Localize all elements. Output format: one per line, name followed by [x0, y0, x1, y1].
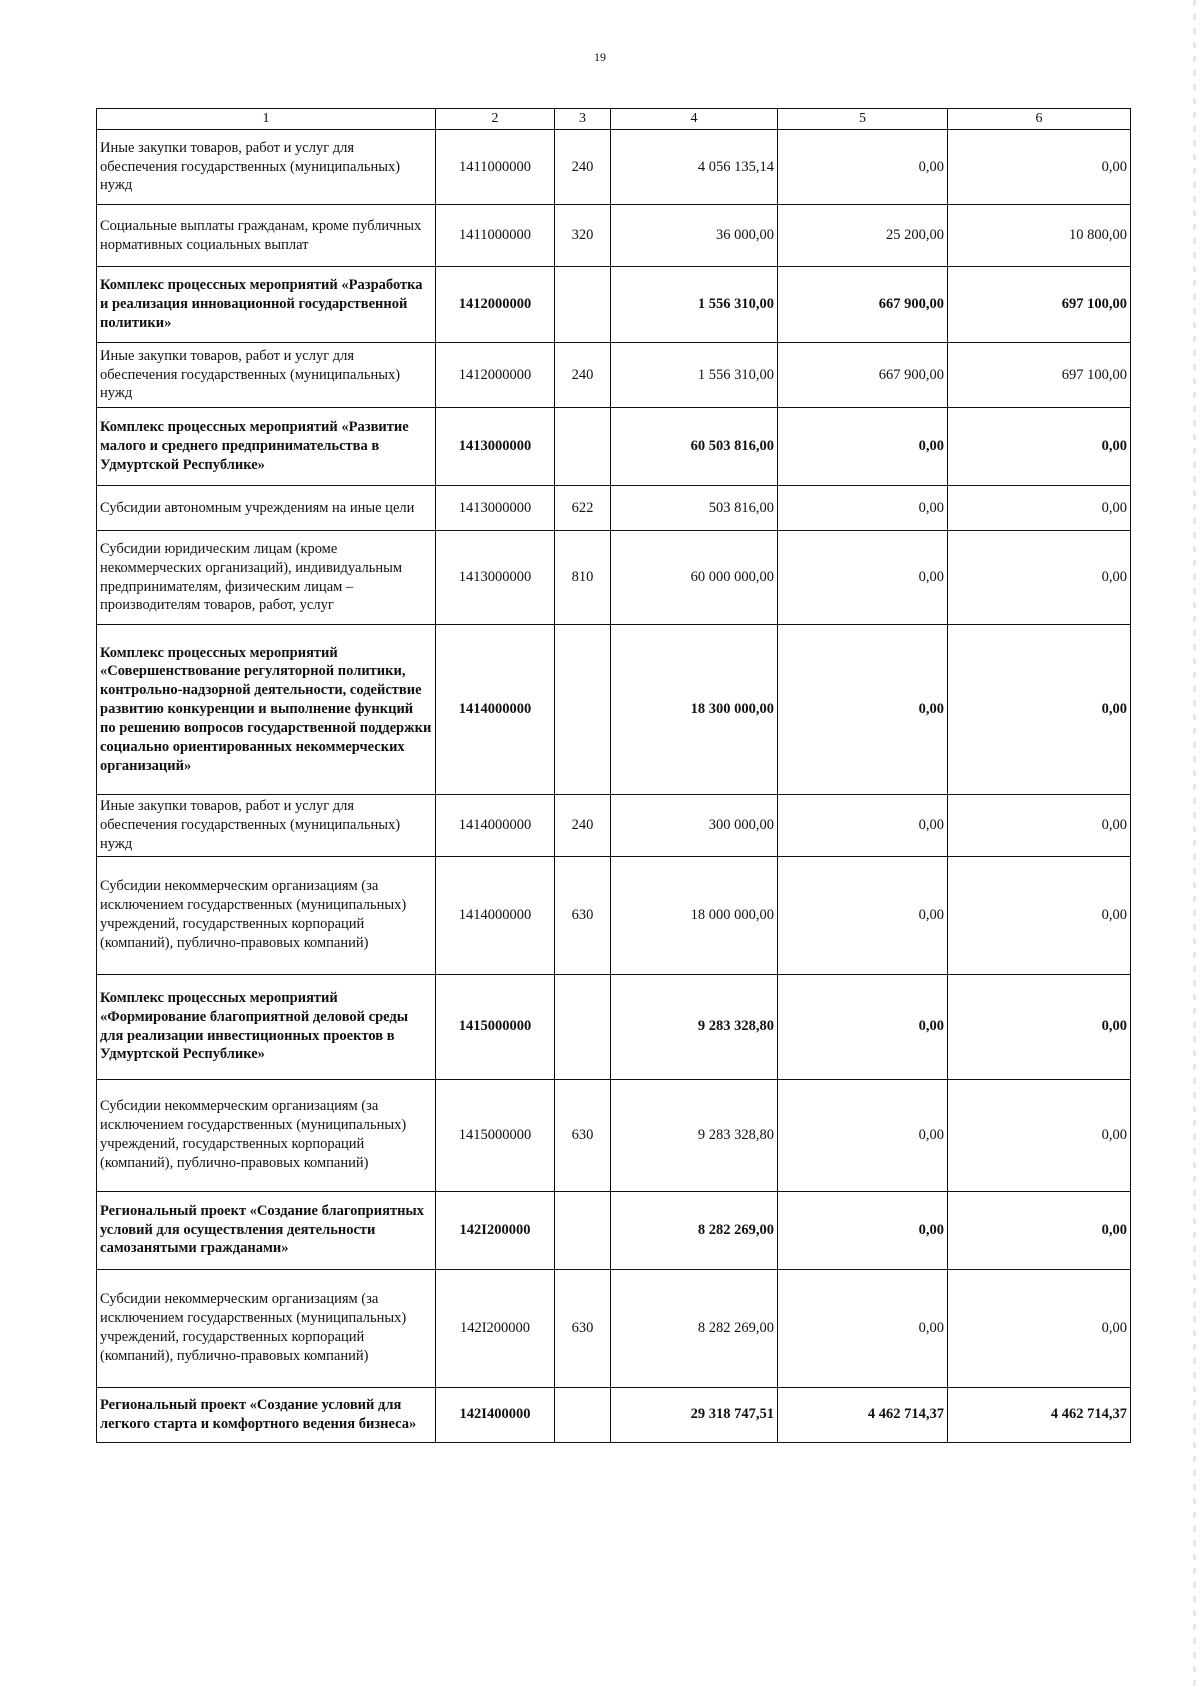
row-expense-type-cell: 240: [555, 130, 611, 205]
row-expense-type-cell: 630: [555, 856, 611, 974]
row-value-col5-cell: 0,00: [778, 1079, 948, 1191]
row-code-cell: 1414000000: [436, 856, 555, 974]
row-code-cell: 1412000000: [436, 343, 555, 408]
header-col-1: 1: [97, 109, 436, 130]
row-value-col6-cell: 0,00: [948, 974, 1131, 1079]
table-row: [97, 130, 1131, 205]
row-value-col4-cell: 1 556 310,00: [611, 343, 778, 408]
budget-table: [96, 108, 1131, 1443]
row-value-col4-cell: 503 816,00: [611, 486, 778, 531]
table-row: [97, 267, 1131, 343]
row-name-cell: Комплекс процессных мероприятий «Разработка и реализация инновационной государственной политики»: [97, 267, 436, 343]
row-expense-type-cell: [555, 1191, 611, 1269]
row-value-col6-cell: 0,00: [948, 795, 1131, 857]
row-value-col4-cell: 8 282 269,00: [611, 1269, 778, 1387]
row-expense-type-cell: 630: [555, 1269, 611, 1387]
table-row: [97, 974, 1131, 1079]
table-row: [97, 1079, 1131, 1191]
row-value-col6-cell: 4 462 714,37: [948, 1387, 1131, 1442]
row-value-col5-cell: 0,00: [778, 408, 948, 486]
row-name-cell: Субсидии некоммерческим организациям (за исключением государственных (муниципальных) учреждений, государственных корпораций (компаний), публично-правовых компаний): [97, 1079, 436, 1191]
page-number: 19: [594, 50, 606, 64]
row-value-col6-cell: 0,00: [948, 1079, 1131, 1191]
row-name-cell: Иные закупки товаров, работ и услуг для обеспечения государственных (муниципальных) нужд: [97, 795, 436, 857]
table-row: [97, 343, 1131, 408]
row-name-cell: Региональный проект «Создание условий для легкого старта и комфортного ведения бизнеса»: [97, 1387, 436, 1442]
header-col-3: 3: [555, 109, 611, 130]
row-expense-type-cell: 810: [555, 531, 611, 625]
row-value-col4-cell: 300 000,00: [611, 795, 778, 857]
table-row: [97, 1269, 1131, 1387]
row-expense-type-cell: 240: [555, 795, 611, 857]
row-value-col5-cell: 0,00: [778, 486, 948, 531]
row-name-cell: Субсидии юридическим лицам (кроме некоммерческих организаций), индивидуальным предпринимателям, физическим лицам – производителям товаров, работ, услуг: [97, 531, 436, 625]
row-code-cell: 1411000000: [436, 205, 555, 267]
row-code-cell: 142I200000: [436, 1191, 555, 1269]
row-value-col6-cell: 0,00: [948, 130, 1131, 205]
row-name-cell: Комплекс процессных мероприятий «Совершенствование регуляторной политики, контрольно-надзорной деятельности, содействие развитию конкуренции и выполнение функций по решению вопросов государственной поддержки социально ориентированных некоммерческих организаций»: [97, 625, 436, 795]
table-row: [97, 795, 1131, 857]
row-code-cell: 1415000000: [436, 1079, 555, 1191]
row-expense-type-cell: [555, 625, 611, 795]
table-row: [97, 531, 1131, 625]
row-value-col5-cell: 667 900,00: [778, 343, 948, 408]
header-col-4: 4: [611, 109, 778, 130]
row-code-cell: 1414000000: [436, 795, 555, 857]
row-code-cell: 1413000000: [436, 408, 555, 486]
row-expense-type-cell: 622: [555, 486, 611, 531]
row-value-col4-cell: 60 503 816,00: [611, 408, 778, 486]
row-name-cell: Субсидии некоммерческим организациям (за исключением государственных (муниципальных) учреждений, государственных корпораций (компаний), публично-правовых компаний): [97, 1269, 436, 1387]
table-row: [97, 486, 1131, 531]
row-value-col5-cell: 0,00: [778, 130, 948, 205]
row-value-col4-cell: 8 282 269,00: [611, 1191, 778, 1269]
row-value-col4-cell: 18 300 000,00: [611, 625, 778, 795]
row-value-col4-cell: 18 000 000,00: [611, 856, 778, 974]
row-expense-type-cell: 630: [555, 1079, 611, 1191]
row-value-col4-cell: 1 556 310,00: [611, 267, 778, 343]
table-row: [97, 408, 1131, 486]
row-code-cell: 1415000000: [436, 974, 555, 1079]
row-name-cell: Субсидии автономным учреждениям на иные цели: [97, 486, 436, 531]
row-value-col5-cell: 4 462 714,37: [778, 1387, 948, 1442]
row-value-col5-cell: 0,00: [778, 531, 948, 625]
row-expense-type-cell: 320: [555, 205, 611, 267]
table-row: [97, 205, 1131, 267]
row-value-col6-cell: 0,00: [948, 1269, 1131, 1387]
row-value-col6-cell: 0,00: [948, 408, 1131, 486]
table-header-row: [97, 109, 1131, 130]
row-code-cell: 1413000000: [436, 531, 555, 625]
row-code-cell: 142I400000: [436, 1387, 555, 1442]
row-value-col4-cell: 60 000 000,00: [611, 531, 778, 625]
row-value-col6-cell: 697 100,00: [948, 267, 1131, 343]
row-value-col4-cell: 9 283 328,80: [611, 1079, 778, 1191]
row-name-cell: Иные закупки товаров, работ и услуг для обеспечения государственных (муниципальных) нужд: [97, 130, 436, 205]
row-expense-type-cell: [555, 974, 611, 1079]
row-value-col5-cell: 0,00: [778, 1191, 948, 1269]
row-value-col5-cell: 0,00: [778, 795, 948, 857]
row-value-col6-cell: 697 100,00: [948, 343, 1131, 408]
row-value-col5-cell: 0,00: [778, 625, 948, 795]
row-value-col5-cell: 0,00: [778, 974, 948, 1079]
row-value-col5-cell: 0,00: [778, 856, 948, 974]
row-name-cell: Комплекс процессных мероприятий «Развитие малого и среднего предпринимательства в Удмуртской Республике»: [97, 408, 436, 486]
row-code-cell: 1411000000: [436, 130, 555, 205]
row-name-cell: Иные закупки товаров, работ и услуг для обеспечения государственных (муниципальных) нужд: [97, 343, 436, 408]
row-value-col6-cell: 10 800,00: [948, 205, 1131, 267]
row-name-cell: Субсидии некоммерческим организациям (за исключением государственных (муниципальных) учреждений, государственных корпораций (компаний), публично-правовых компаний): [97, 856, 436, 974]
table-row: [97, 625, 1131, 795]
row-value-col6-cell: 0,00: [948, 856, 1131, 974]
row-value-col5-cell: 667 900,00: [778, 267, 948, 343]
row-code-cell: 142I200000: [436, 1269, 555, 1387]
row-value-col5-cell: 0,00: [778, 1269, 948, 1387]
row-name-cell: Социальные выплаты гражданам, кроме публичных нормативных социальных выплат: [97, 205, 436, 267]
table-row: [97, 1387, 1131, 1442]
row-value-col4-cell: 36 000,00: [611, 205, 778, 267]
header-col-2: 2: [436, 109, 555, 130]
table-row: [97, 856, 1131, 974]
row-value-col4-cell: 29 318 747,51: [611, 1387, 778, 1442]
table-row: [97, 1191, 1131, 1269]
row-expense-type-cell: [555, 1387, 611, 1442]
row-expense-type-cell: 240: [555, 343, 611, 408]
header-col-5: 5: [778, 109, 948, 130]
row-code-cell: 1413000000: [436, 486, 555, 531]
header-col-6: 6: [948, 109, 1131, 130]
row-value-col4-cell: 9 283 328,80: [611, 974, 778, 1079]
row-value-col5-cell: 25 200,00: [778, 205, 948, 267]
scan-edge-artifact: [1193, 0, 1196, 1686]
row-expense-type-cell: [555, 408, 611, 486]
row-value-col6-cell: 0,00: [948, 531, 1131, 625]
row-code-cell: 1414000000: [436, 625, 555, 795]
row-value-col4-cell: 4 056 135,14: [611, 130, 778, 205]
row-expense-type-cell: [555, 267, 611, 343]
row-code-cell: 1412000000: [436, 267, 555, 343]
row-value-col6-cell: 0,00: [948, 486, 1131, 531]
row-value-col6-cell: 0,00: [948, 1191, 1131, 1269]
row-name-cell: Комплекс процессных мероприятий «Формирование благоприятной деловой среды для реализации инвестиционных проектов в Удмуртской Республике»: [97, 974, 436, 1079]
row-name-cell: Региональный проект «Создание благоприятных условий для осуществления деятельности самозанятыми гражданами»: [97, 1191, 436, 1269]
row-value-col6-cell: 0,00: [948, 625, 1131, 795]
